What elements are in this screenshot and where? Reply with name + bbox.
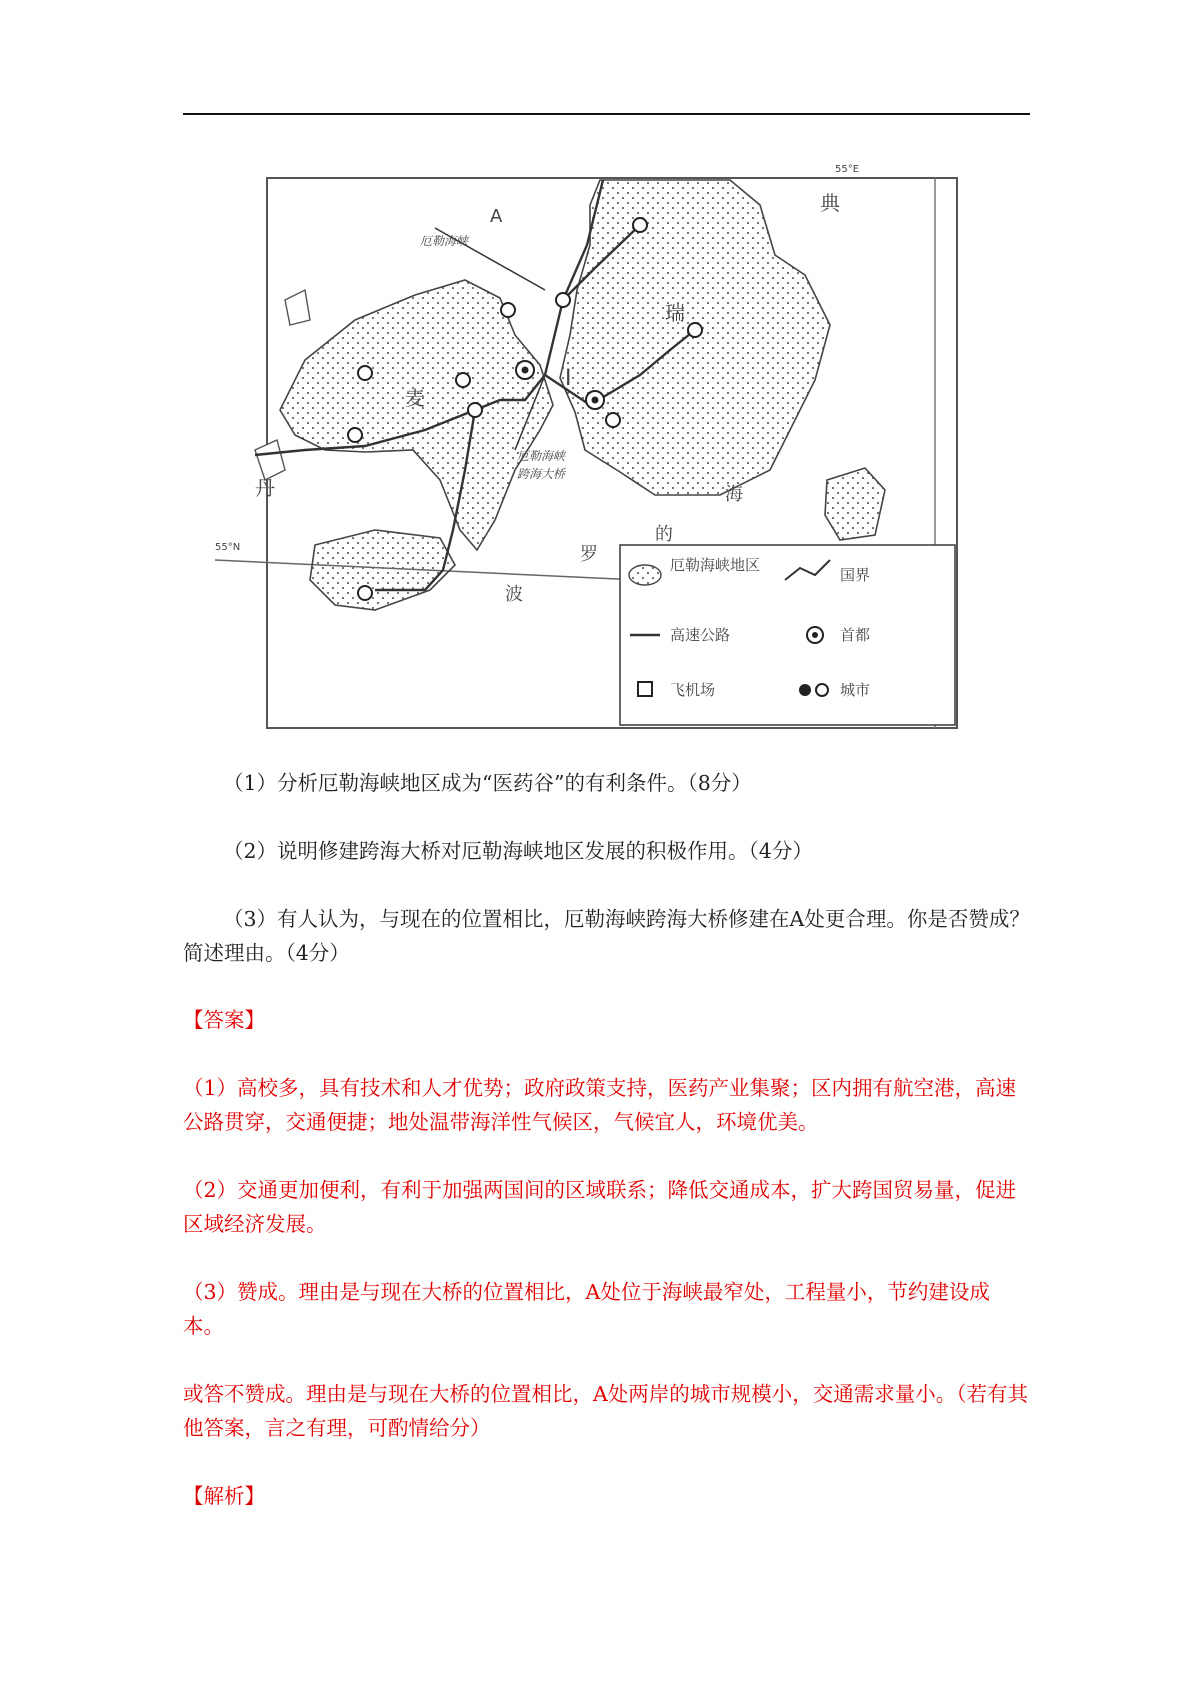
sweden-char-2: 瑞 xyxy=(665,301,685,325)
denmark-char-2: 丹 xyxy=(255,476,275,500)
legend-strait-region: 厄勒海峡地区 xyxy=(670,556,761,574)
sea-char-2: 的 xyxy=(655,524,673,545)
question-1: （1）分析厄勒海峡地区成为“医药谷”的有利条件。（8分） xyxy=(223,771,752,795)
bridge-label-lower-2: 跨海大桥 xyxy=(517,467,566,481)
bridge-label-lower-1: 厄勒海峡 xyxy=(517,449,566,463)
answer-heading: 【答案】 xyxy=(183,1008,265,1032)
bridge-label-upper: 厄勒海峡 xyxy=(420,234,469,248)
sea-char-3: 罗 xyxy=(580,544,598,565)
map-legend xyxy=(620,545,955,725)
sea-char-1: 海 xyxy=(725,484,743,505)
latitude-label: 55°N xyxy=(215,542,241,553)
legend-airport: 飞机场 xyxy=(670,681,716,699)
answer-2: （2）交通更加便利，有利于加强两国间的区域联系；降低交通成本，扩大跨国贸易量，促进区域经济发展。 xyxy=(183,1178,1017,1236)
answer-1: （1）高校多，具有技术和人才优势；政府政策支持，医药产业集聚；区内拥有航空港，高速公路贯穿，交通便捷；地处温带海洋性气候区，气候宜人，环境优美。 xyxy=(183,1076,1017,1134)
question-3: （3）有人认为，与现在的位置相比，厄勒海峡跨海大桥修建在A处更合理。你是否赞成？简述理由。（4分） xyxy=(183,907,1030,965)
question-2: （2）说明修建跨海大桥对厄勒海峡地区发展的积极作用。（4分） xyxy=(223,839,813,863)
longitude-label: 55°E xyxy=(835,164,860,175)
legend-capital: 首都 xyxy=(840,626,871,644)
legend-city: 城市 xyxy=(840,681,871,699)
sweden-char-1: 典 xyxy=(820,191,840,215)
label-a: A xyxy=(490,206,503,227)
analysis-heading: 【解析】 xyxy=(183,1484,265,1508)
answer-3: （3）赞成。理由是与现在大桥的位置相比，A处位于海峡最窄处，工程量小，节约建设成本。 xyxy=(183,1280,990,1338)
header-rule xyxy=(183,113,1030,115)
oresund-map xyxy=(215,150,975,735)
legend-highway: 高速公路 xyxy=(670,626,731,644)
label-i: I xyxy=(565,366,572,391)
legend-border: 国界 xyxy=(840,566,871,584)
answer-3-alternative: 或答不赞成。理由是与现在大桥的位置相比，A处两岸的城市规模小，交通需求量小。（若有其他答案，言之有理，可酌情给分） xyxy=(183,1382,1029,1440)
denmark-char-1: 麦 xyxy=(405,386,425,410)
sea-char-4: 波 xyxy=(505,584,523,605)
